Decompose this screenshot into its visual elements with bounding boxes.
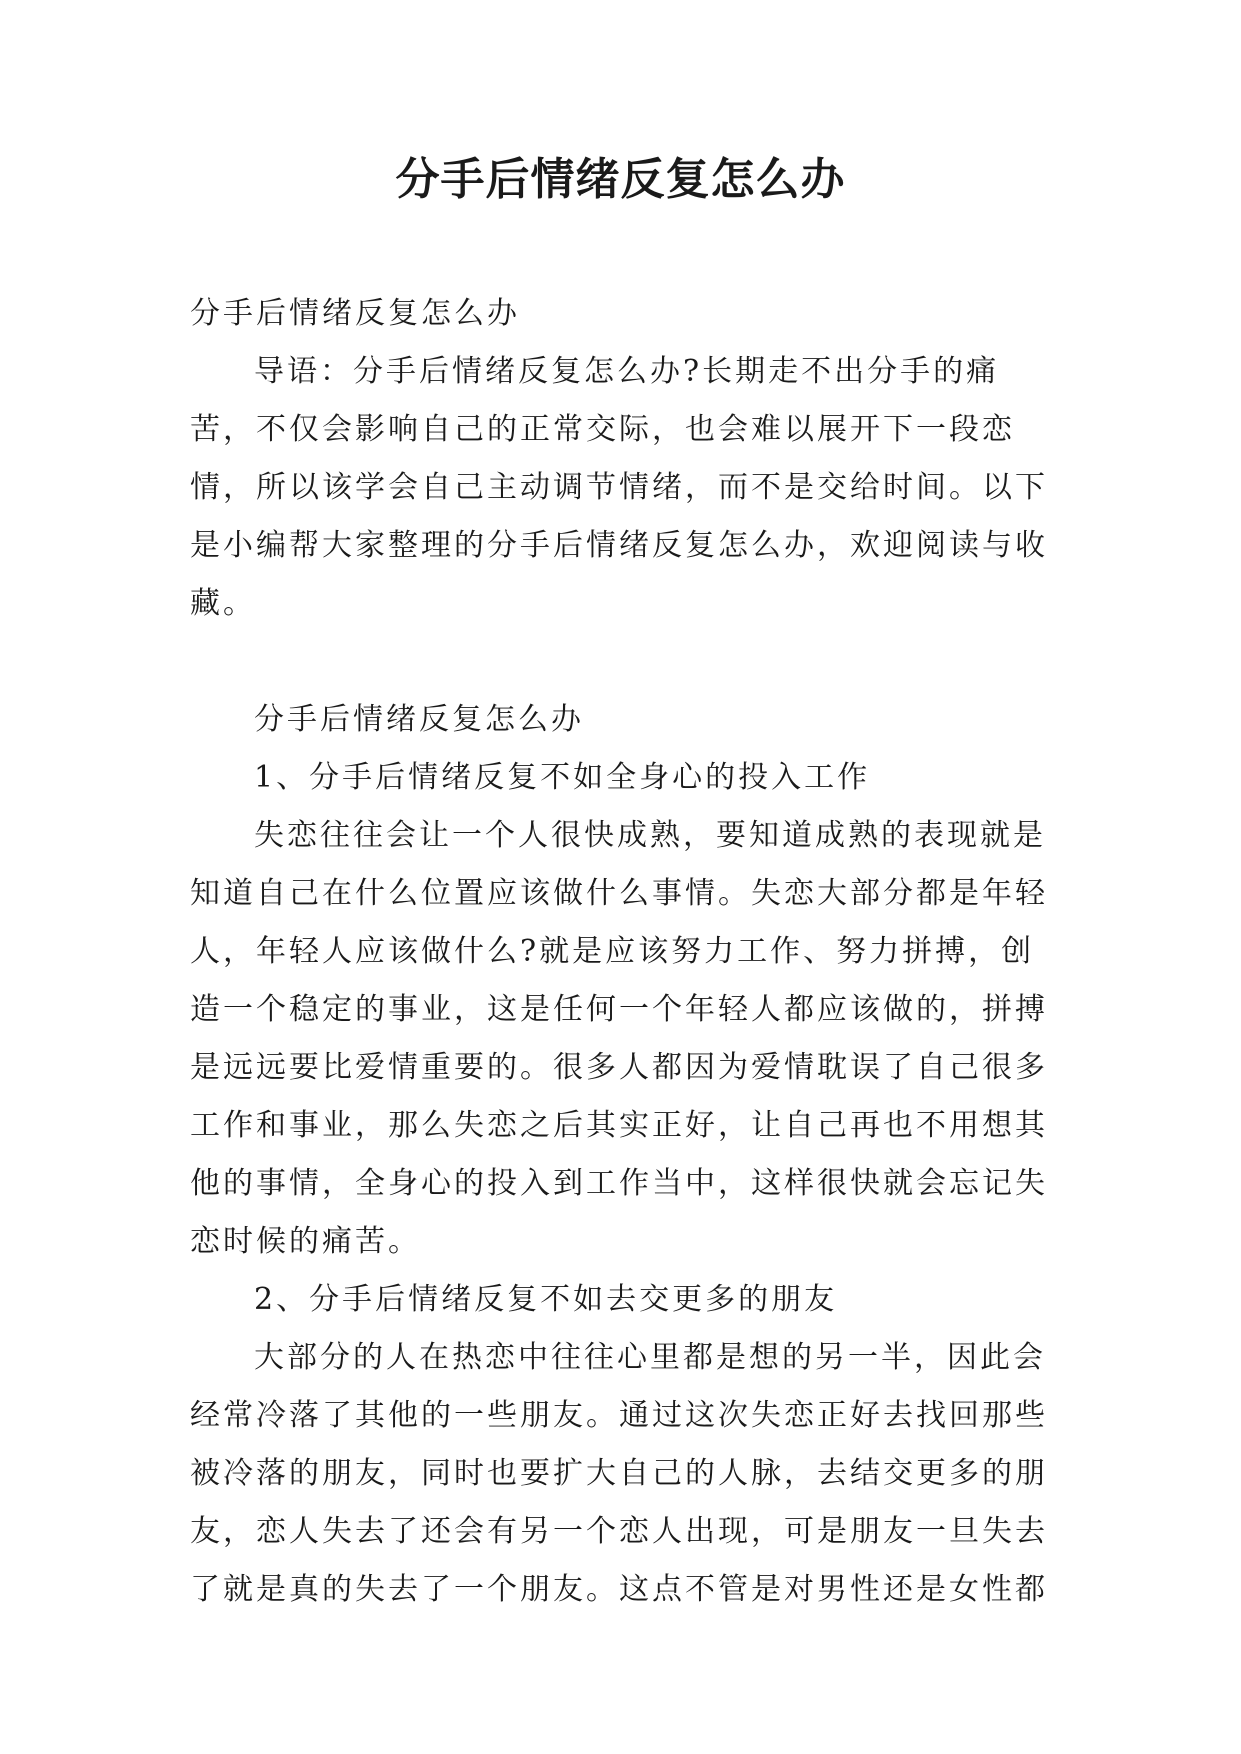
point-2-heading: 2、分手后情绪反复不如去交更多的朋友 <box>254 1282 838 1317</box>
point-1-paragraph: 失恋往往会让一个人很快成熟，要知道成熟的表现就是知道自己在什么位置应该做什么事情。失恋大部分都是年轻人，年轻人应该做什么?就是应该努力工作、努力拼搏，创造一个稳定的事业，这是任何一个年轻人都应该做的，拼搏是远远要比爱情重要的。很多人都因为爱情耽误了自己很多工作和事业，那么失恋之后其实正好，让自己再也不用想其他的事情，全身心的投入到工作当中，这样很快就会忘记失恋时候的痛苦。 <box>190 818 1048 1259</box>
subsection-heading: 分手后情绪反复怎么办 <box>254 702 584 737</box>
point-1-heading: 1、分手后情绪反复不如全身心的投入工作 <box>254 760 871 795</box>
point-2-paragraph: 大部分的人在热恋中往往心里都是想的另一半，因此会经常冷落了其他的一些朋友。通过这次失恋正好去找回那些被冷落的朋友，同时也要扩大自己的人脉，去结交更多的朋友，恋人失去了还会有另一个恋人出现，可是朋友一旦失去了就是真的失去了一个朋友。这点不管是对男性还是女性都 <box>190 1340 1048 1607</box>
paragraph-spacer <box>190 633 1050 691</box>
document-title: 分手后情绪反复怎么办 <box>395 154 846 205</box>
section-heading: 分手后情绪反复怎么办 <box>190 296 520 331</box>
document-body <box>190 285 1050 1619</box>
intro-paragraph: 导语：分手后情绪反复怎么办?长期走不出分手的痛苦，不仅会影响自己的正常交际，也会难以展开下一段恋情，所以该学会自己主动调节情绪，而不是交给时间。以下是小编帮大家整理的分手后情绪反复怎么办，欢迎阅读与收藏。 <box>190 354 1048 621</box>
